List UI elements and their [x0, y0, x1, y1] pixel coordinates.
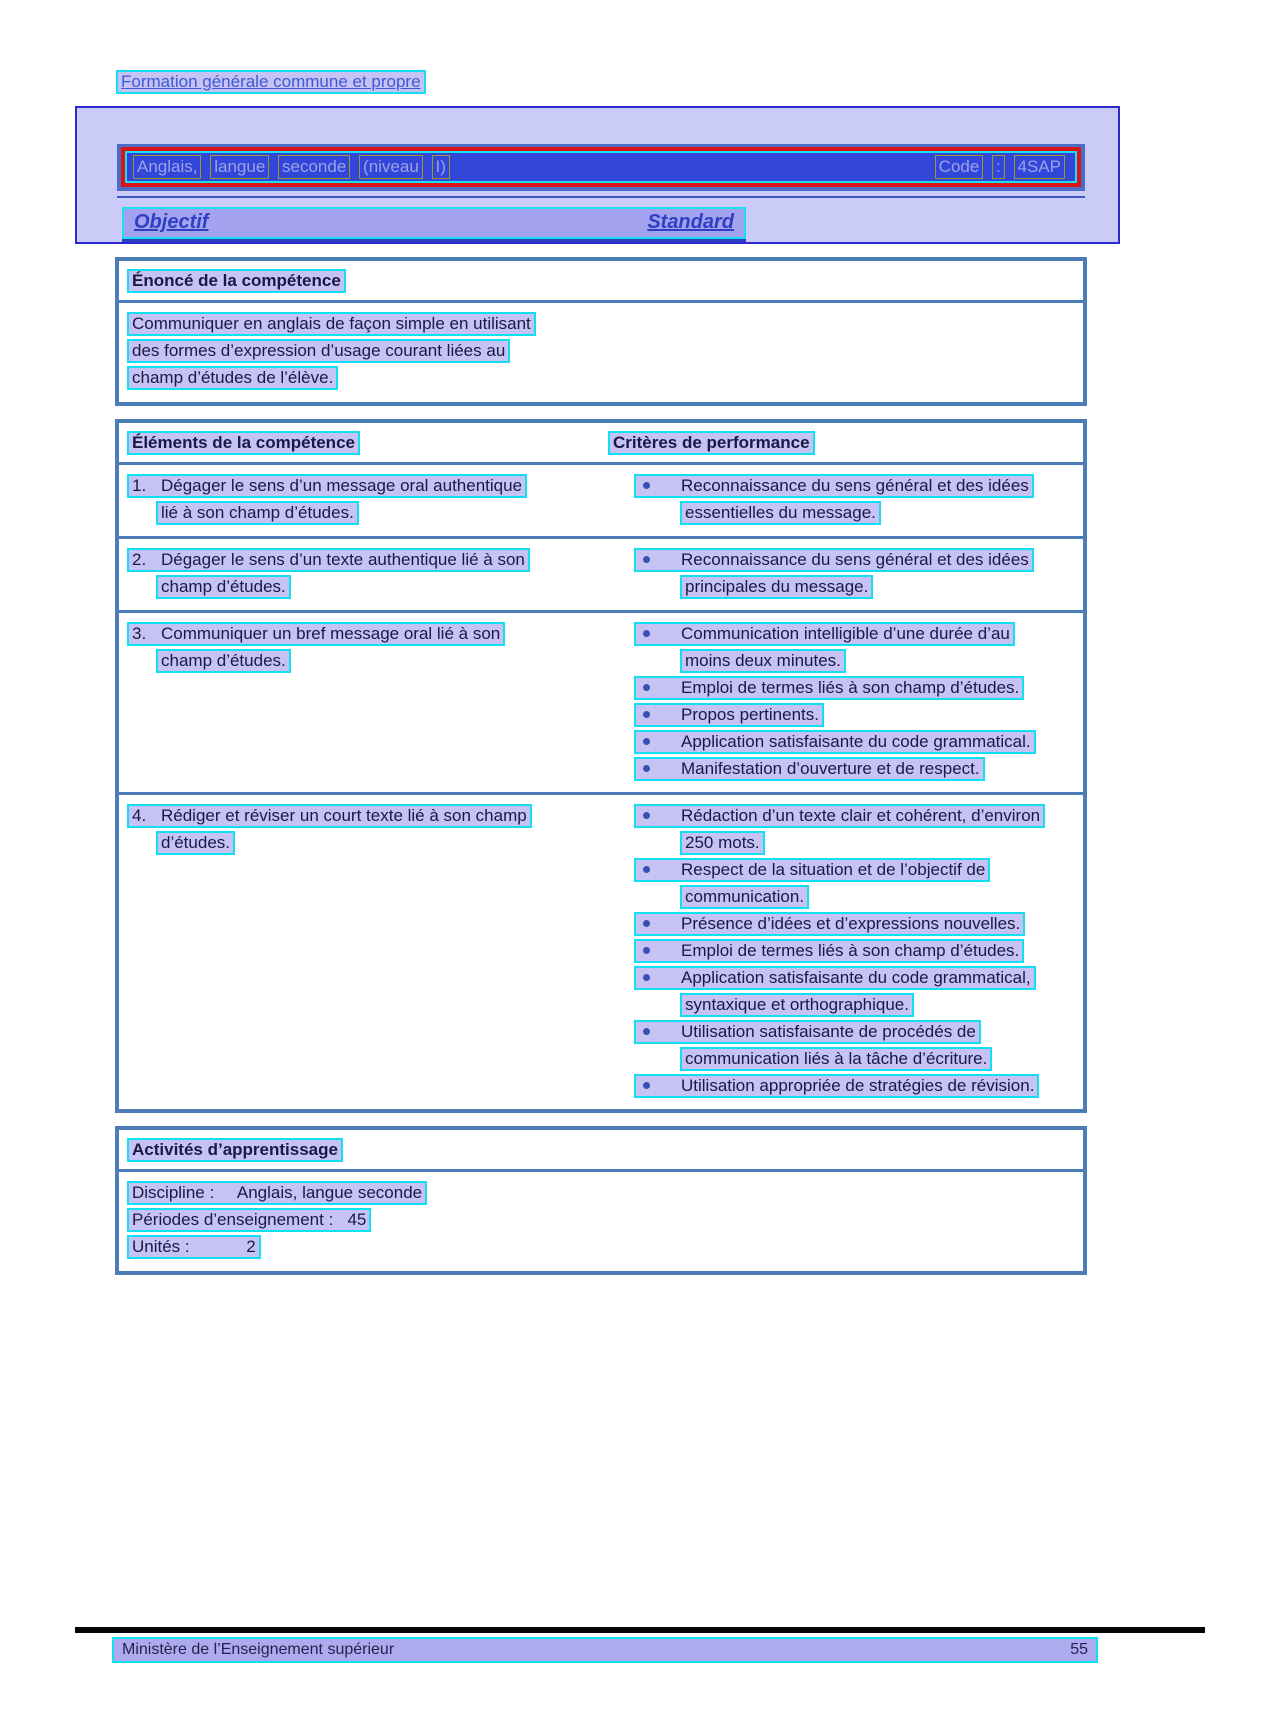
running-header: [116, 70, 1275, 94]
element-line: champ d’études.: [156, 649, 291, 673]
course-code: [935, 155, 1069, 179]
word-box: :: [992, 155, 1005, 179]
word-box: 4SAP: [1014, 155, 1065, 179]
bullet-icon: [643, 812, 650, 819]
table-row: [119, 795, 1083, 1109]
bullet-icon: [643, 866, 650, 873]
enonce-line: des formes d’expression d’usage courant liées au: [127, 339, 510, 363]
table-row: [119, 465, 1083, 539]
bullet-icon: [643, 947, 650, 954]
critere-text: Présence d’idées et d’expressions nouvelles.: [681, 914, 1021, 933]
banner-rule: [117, 196, 1085, 198]
critere-line: [634, 703, 824, 727]
critere-text: Application satisfaisante du code grammatical.: [681, 732, 1031, 751]
heading-underline: [122, 239, 746, 242]
element-line: lié à son champ d’études.: [156, 501, 359, 525]
word-box: seconde: [278, 155, 350, 179]
critere-line: [634, 730, 1036, 754]
bullet-icon: [643, 630, 650, 637]
elements-header-label: Éléments de la compétence: [127, 431, 360, 455]
critere-line: 250 mots.: [680, 831, 765, 855]
enonce-competence-table: [115, 257, 1087, 406]
elements-table-header: [119, 423, 1083, 465]
critere-line: syntaxique et orthographique.: [680, 993, 914, 1017]
table-row: [119, 613, 1083, 795]
bullet-icon: [643, 482, 650, 489]
critere-line: [634, 1074, 1039, 1098]
course-header-panel: [75, 106, 1120, 244]
critere-line: communication.: [680, 885, 809, 909]
bullet-icon: [643, 1082, 650, 1089]
enonce-line: Communiquer en anglais de façon simple en utilisant: [127, 312, 536, 336]
item-number: 1.: [132, 476, 147, 495]
element-line: [127, 474, 527, 498]
item-text: Rédiger et réviser un court texte lié à son champ: [161, 806, 527, 825]
bullet-icon: [643, 1028, 650, 1035]
critere-line: [634, 858, 990, 882]
activites-discipline: Discipline : Anglais, langue seconde: [127, 1181, 427, 1205]
activites-periodes: Périodes d’enseignement : 45: [127, 1208, 371, 1232]
critere-cell: [608, 539, 1083, 610]
elements-criteres-table: [115, 419, 1087, 1113]
critere-text: Reconnaissance du sens général et des idées: [681, 476, 1029, 495]
bullet-icon: [643, 765, 650, 772]
course-banner: [117, 144, 1085, 191]
element-line: d’études.: [156, 831, 235, 855]
critere-text: Emploi de termes liés à son champ d’études.: [681, 941, 1020, 960]
elements-header-cell: [127, 431, 608, 455]
item-number: 2.: [132, 550, 147, 569]
course-banner-bar: [125, 151, 1077, 183]
critere-text: Respect de la situation et de l’objectif de: [681, 860, 986, 879]
objectif-standard-heading: [122, 207, 746, 239]
critere-line: essentielles du message.: [680, 501, 881, 525]
critere-line: [634, 548, 1034, 572]
item-number: 4.: [132, 806, 147, 825]
enonce-title: Énoncé de la compétence: [127, 269, 346, 293]
critere-text: Application satisfaisante du code grammatical,: [681, 968, 1031, 987]
criteres-header-label: Critères de performance: [608, 431, 815, 455]
activites-title: Activités d’apprentissage: [127, 1138, 343, 1162]
word-box: Code: [935, 155, 984, 179]
critere-text: Communication intelligible d’une durée d’au: [681, 624, 1010, 643]
item-text: Dégager le sens d’un texte authentique lié à son: [161, 550, 525, 569]
activites-body: [119, 1172, 1083, 1271]
item-number: 3.: [132, 624, 147, 643]
critere-line: moins deux minutes.: [680, 649, 846, 673]
heading-objectif: Objectif: [134, 211, 209, 233]
critere-line: [634, 804, 1045, 828]
critere-line: communication liés à la tâche d’écriture.: [680, 1047, 992, 1071]
bullet-icon: [643, 556, 650, 563]
element-line: [127, 804, 532, 828]
critere-line: principales du message.: [680, 575, 873, 599]
critere-text: Propos pertinents.: [681, 705, 819, 724]
critere-line: [634, 1020, 981, 1044]
heading-standard: Standard: [647, 211, 734, 233]
element-line: [127, 548, 530, 572]
critere-text: Reconnaissance du sens général et des idées: [681, 550, 1029, 569]
word-box: langue: [210, 155, 269, 179]
bullet-icon: [643, 684, 650, 691]
activites-unites: Unités : 2: [127, 1235, 261, 1259]
critere-text: Utilisation satisfaisante de procédés de: [681, 1022, 976, 1041]
item-text: Dégager le sens d’un message oral authentique: [161, 476, 523, 495]
bullet-icon: [643, 920, 650, 927]
table-row: [119, 539, 1083, 613]
critere-line: [634, 474, 1034, 498]
critere-text: Rédaction d’un texte clair et cohérent, d’environ: [681, 806, 1041, 825]
critere-line: [634, 966, 1036, 990]
footer-rule: [75, 1627, 1205, 1633]
word-box: I): [432, 155, 450, 179]
element-cell: [119, 539, 608, 610]
course-title: [133, 155, 454, 179]
critere-text: Manifestation d’ouverture et de respect.: [681, 759, 980, 778]
element-cell: [119, 465, 608, 536]
element-cell: [119, 613, 608, 792]
critere-line: [634, 622, 1015, 646]
enonce-line: champ d’études de l’élève.: [127, 366, 338, 390]
critere-cell: [608, 613, 1083, 792]
element-cell: [119, 795, 608, 1109]
enonce-body: [119, 303, 1083, 402]
running-header-label: Formation générale commune et propre: [116, 70, 426, 94]
critere-line: [634, 939, 1024, 963]
element-line: [127, 622, 505, 646]
enonce-header: [119, 261, 1083, 303]
footer-strip: [112, 1637, 1098, 1663]
item-text: Communiquer un bref message oral lié à son: [161, 624, 501, 643]
document-page: [0, 70, 1275, 1721]
critere-cell: [608, 465, 1083, 536]
word-box: (niveau: [359, 155, 423, 179]
bullet-icon: [643, 974, 650, 981]
critere-line: [634, 676, 1024, 700]
footer-ministry: Ministère de l’Enseignement supérieur: [122, 1641, 395, 1658]
course-banner-red-frame: [121, 147, 1081, 187]
critere-line: [634, 757, 985, 781]
critere-text: Emploi de termes liés à son champ d’études.: [681, 678, 1020, 697]
page-number: 55: [1070, 1641, 1088, 1658]
bullet-icon: [643, 711, 650, 718]
word-box: Anglais,: [133, 155, 201, 179]
critere-line: [634, 912, 1025, 936]
critere-cell: [608, 795, 1083, 1109]
bullet-icon: [643, 738, 650, 745]
element-line: champ d’études.: [156, 575, 291, 599]
activites-table: [115, 1126, 1087, 1275]
page-footer: [112, 1637, 1098, 1663]
critere-text: Utilisation appropriée de stratégies de révision.: [681, 1076, 1035, 1095]
activites-header: [119, 1130, 1083, 1172]
